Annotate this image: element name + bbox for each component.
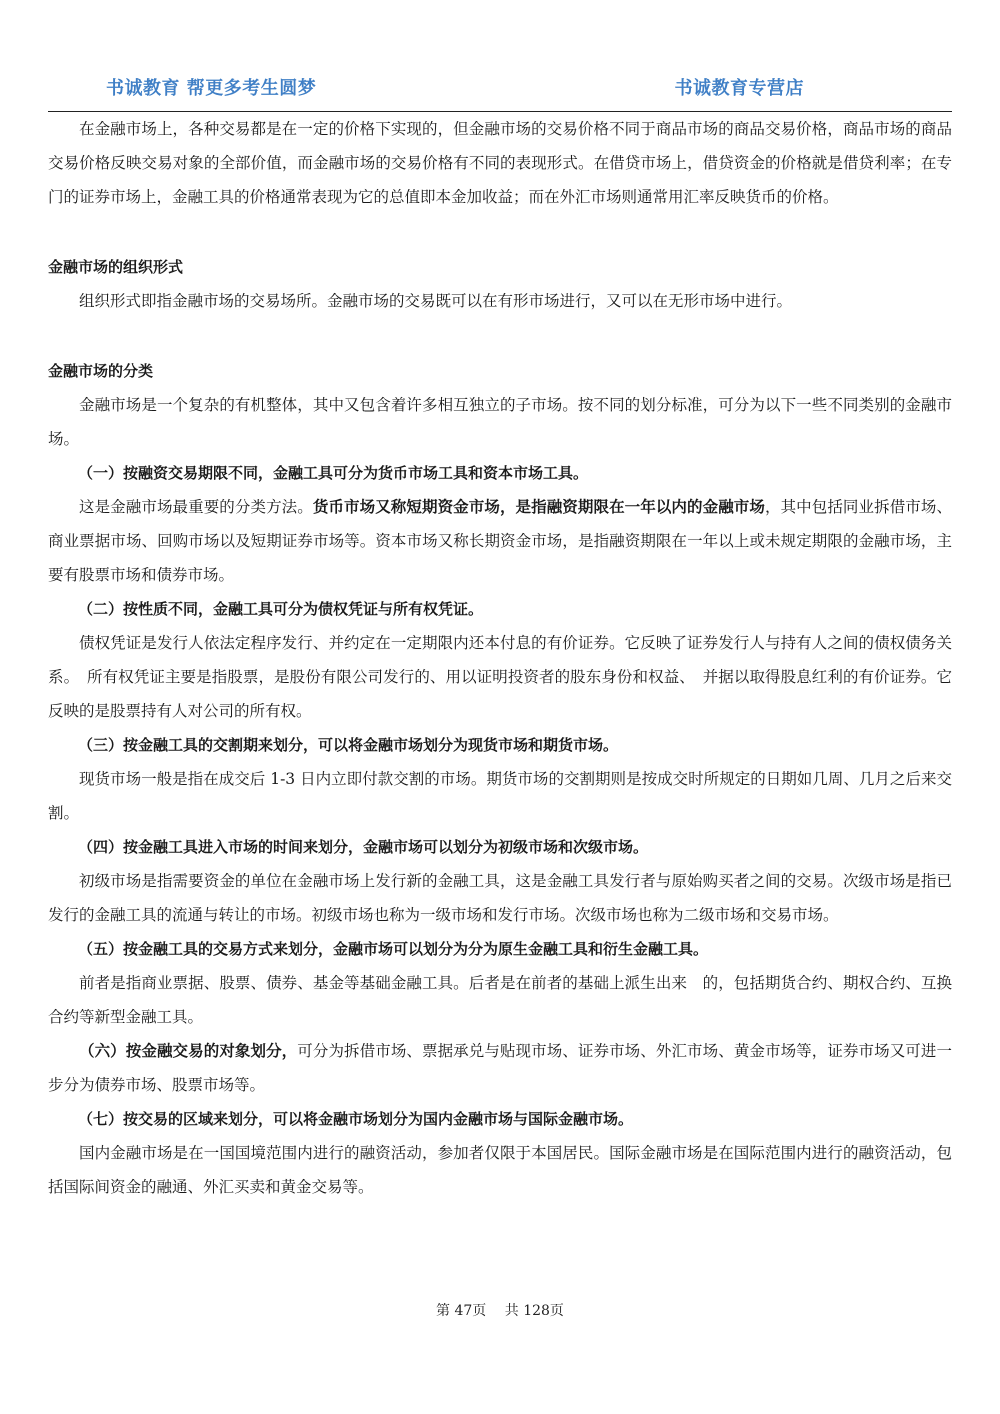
intro-paragraph: 在金融市场上，各种交易都是在一定的价格下实现的，但金融市场的交易价格不同于商品市场的商品交易价格，商品市场的商品交易价格反映交易对象的全部价值，而金融市场的交易价格有不同的表现形式。在借贷市场上，借贷资金的价格就是借贷利率；在专门的证券市场上，金融工具的价格通常表现为它的总值即本金加收益；而在外汇市场则通常用汇率反映货币的价格。 [48,120,952,206]
s1-lead-text: 这是金融市场最重要的分类方法。 [79,498,313,516]
subsection-paragraph-2: 债权凭证是发行人依法定程序发行、并约定在一定期限内还本付息的有价证券。它反映了证券发行人与持有人之间的债权债务关系。 所有权凭证主要是指股票，是股份有限公司发行的、用以证明投资者的股东身份和权益、 并据以取得股息红利的有价证券。它反映的是股票持有人对公司的所有权。 [48,634,952,720]
spacer [48,214,952,232]
classification-paragraph: 金融市场是一个复杂的有机整体，其中又包含着许多相互独立的子市场。按不同的划分标准，可分为以下一些不同类别的金融市场。 [48,396,952,448]
s1-bold-text: 货币市场又称短期资金市场，是指融资期限在一年以内的金融市场 [312,498,765,516]
section-heading-classification: 金融市场的分类 [48,362,154,380]
subsection-paragraph-4: 初级市场是指需要资金的单位在金融市场上发行新的金融工具，这是金融工具发行者与原始购买者之间的交易。次级市场是指已发行的金融工具的流通与转让的市场。初级市场也称为一级市场和发行市场。次级市场也称为二级市场和交易市场。 [48,872,952,924]
subsection-paragraph-3: 现货市场一般是指在成交后 1-3 日内立即付款交割的市场。期货市场的交割期则是按成交时所规定的日期如几周、几月之后来交割。 [48,770,952,822]
page-header [48,74,952,108]
page-number: 第 47页 共 128页 [436,1303,564,1319]
organization-paragraph: 组织形式即指金融市场的交易场所。金融市场的交易既可以在有形市场进行，又可以在无形市场中进行。 [79,292,793,310]
subsection-title-1: （一）按融资交易期限不同，金融工具可分为货币市场工具和资本市场工具。 [78,464,589,482]
s6-bold-title: （六）按金融交易的对象划分， [79,1042,298,1060]
section-heading-organization: 金融市场的组织形式 [48,258,184,276]
subsection-title-4: （四）按金融工具进入市场的时间来划分，金融市场可以划分为初级市场和次级市场。 [78,838,649,856]
subsection-paragraph-7: 国内金融市场是在一国国境范围内进行的融资活动，参加者仅限于本国居民。国际金融市场是在国际范围内进行的融资活动，包括国际间资金的融通、外汇买卖和黄金交易等。 [48,1144,952,1196]
subsection-title-3: （三）按金融工具的交割期来划分，可以将金融市场划分为现货市场和期货市场。 [78,736,619,754]
header-brand-right: 书诚教育专营店 [674,78,804,99]
subsection-title-7: （七）按交易的区域来划分，可以将金融市场划分为国内金融市场与国际金融市场。 [78,1110,634,1128]
spacer [48,336,952,354]
page-footer [0,1300,1000,1320]
header-brand-left: 书诚教育 帮更多考生圆梦 [106,78,317,99]
subsection-paragraph-5: 前者是指商业票据、股票、债券、基金等基础金融工具。后者是在前者的基础上派生出来 的，包括期货合约、期权合约、互换合约等新型金融工具。 [48,974,952,1026]
s1-trailing-text: ，其中包括同业拆借市场、商业票据市场、回购市场以及短期证券市场等。资本市场又称长期资金市场，是指融资期限在一年以上或未规定期限的金融市场，主要有股票市场和债券市场。 [48,498,952,584]
subsection-title-5: （五）按金融工具的交易方式来划分，金融市场可以划分为分为原生金融工具和衍生金融工具。 [78,940,709,958]
document-body [48,112,952,1204]
subsection-paragraph-1 [48,490,952,592]
spacer [48,232,952,250]
subsection-paragraph-6 [48,1034,952,1102]
s6-text: 可分为拆借市场、票据承兑与贴现市场、证券市场、外汇市场、黄金市场等，证券市场又可进一步分为债券市场、股票市场等。 [48,1042,952,1094]
subsection-title-2: （二）按性质不同，金融工具可分为债权凭证与所有权凭证。 [78,600,484,618]
spacer [48,318,952,336]
